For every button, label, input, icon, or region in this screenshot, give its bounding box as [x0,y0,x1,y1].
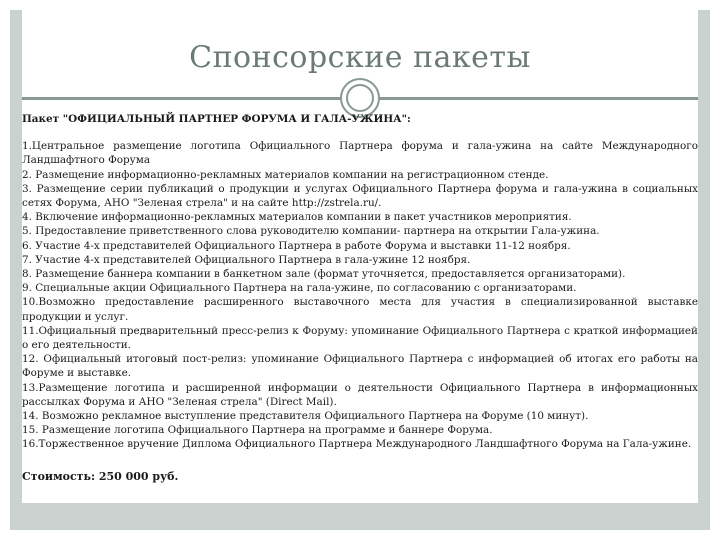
list-item: 10.Возможно предоставление расширенного выставочного места для участия в специализированной выставке продукции и услуг. [22,296,698,323]
list-item: 11.Официальный предварительный пресс-релиз к Форуму: упоминание Официального Партнера с краткой информацией о его деятельности. [22,324,698,352]
left-decor-bar [10,10,22,530]
list-item: 12. Официальный итоговый пост-релиз: упоминание Официального Партнера с информацией об итогах его работы на Форуме и выставке. [22,353,698,380]
package-title: Пакет "ОФИЦИАЛЬНЫЙ ПАРТНЕР ФОРУМА И ГАЛА-УЖИНА": [22,113,411,125]
list-item: 14. Возможно рекламное выступление представителя Официального Партнера на Форуме (10 минут). [22,410,589,423]
slide-title: Спонсорские пакеты [189,40,531,75]
list-item: 4. Включение информационно-рекламных материалов компании в пакет участников мероприятия. [22,211,572,224]
list-item: 8. Размещение баннера компании в банкетном зале (формат уточняется, предоставляется организаторами). [22,268,626,281]
list-item: 6. Участие 4-х представителей Официального Партнера в работе Форума и выставки 11-12 ноября. [22,239,571,252]
package-cost: Стоимость: 250 000 руб. [22,469,179,483]
bottom-decor-bar [10,503,710,530]
list-item: 15. Размещение логотипа Официального Партнера на программе и баннере Форума. [22,424,493,437]
benefits-list [22,139,698,451]
slide-content [22,112,698,484]
list-item: 3. Размещение серии публикаций о продукции и услугах Официального Партнера форума и гала-ужина в социальных сетях Форума, АНО "Зеленая стрела" и на сайте http://zstrela.ru/. [22,182,698,210]
list-item: 7. Участие 4-х представителей Официального Партнера в гала-ужине 12 ноября. [22,253,471,266]
ring-inner [346,84,374,112]
right-decor-bar [698,10,710,530]
list-item: 9. Специальные акции Официального Партнера на гала-ужине, по согласованию с организаторами. [22,282,577,295]
list-item: 2. Размещение информационно-рекламных материалов компании на регистрационном стенде. [22,168,549,181]
list-item: 13.Размещение логотипа и расширенной информации о деятельности Официального Партнера в информационных рассылках Форума и АНО "Зеленая стрела" (Direct Mail). [22,381,698,408]
list-item: 16.Торжественное вручение Диплома Официального Партнера Международного Ландшафтного Форума на Гала-ужине. [22,438,692,451]
list-item: 1.Центральное размещение логотипа Официального Партнера форума и гала-ужина на сайте Международного Ландшафтного Форума [22,140,698,167]
list-item: 5. Предоставление приветственного слова руководителю компании- партнера на открытии Гала-ужина. [22,225,600,238]
